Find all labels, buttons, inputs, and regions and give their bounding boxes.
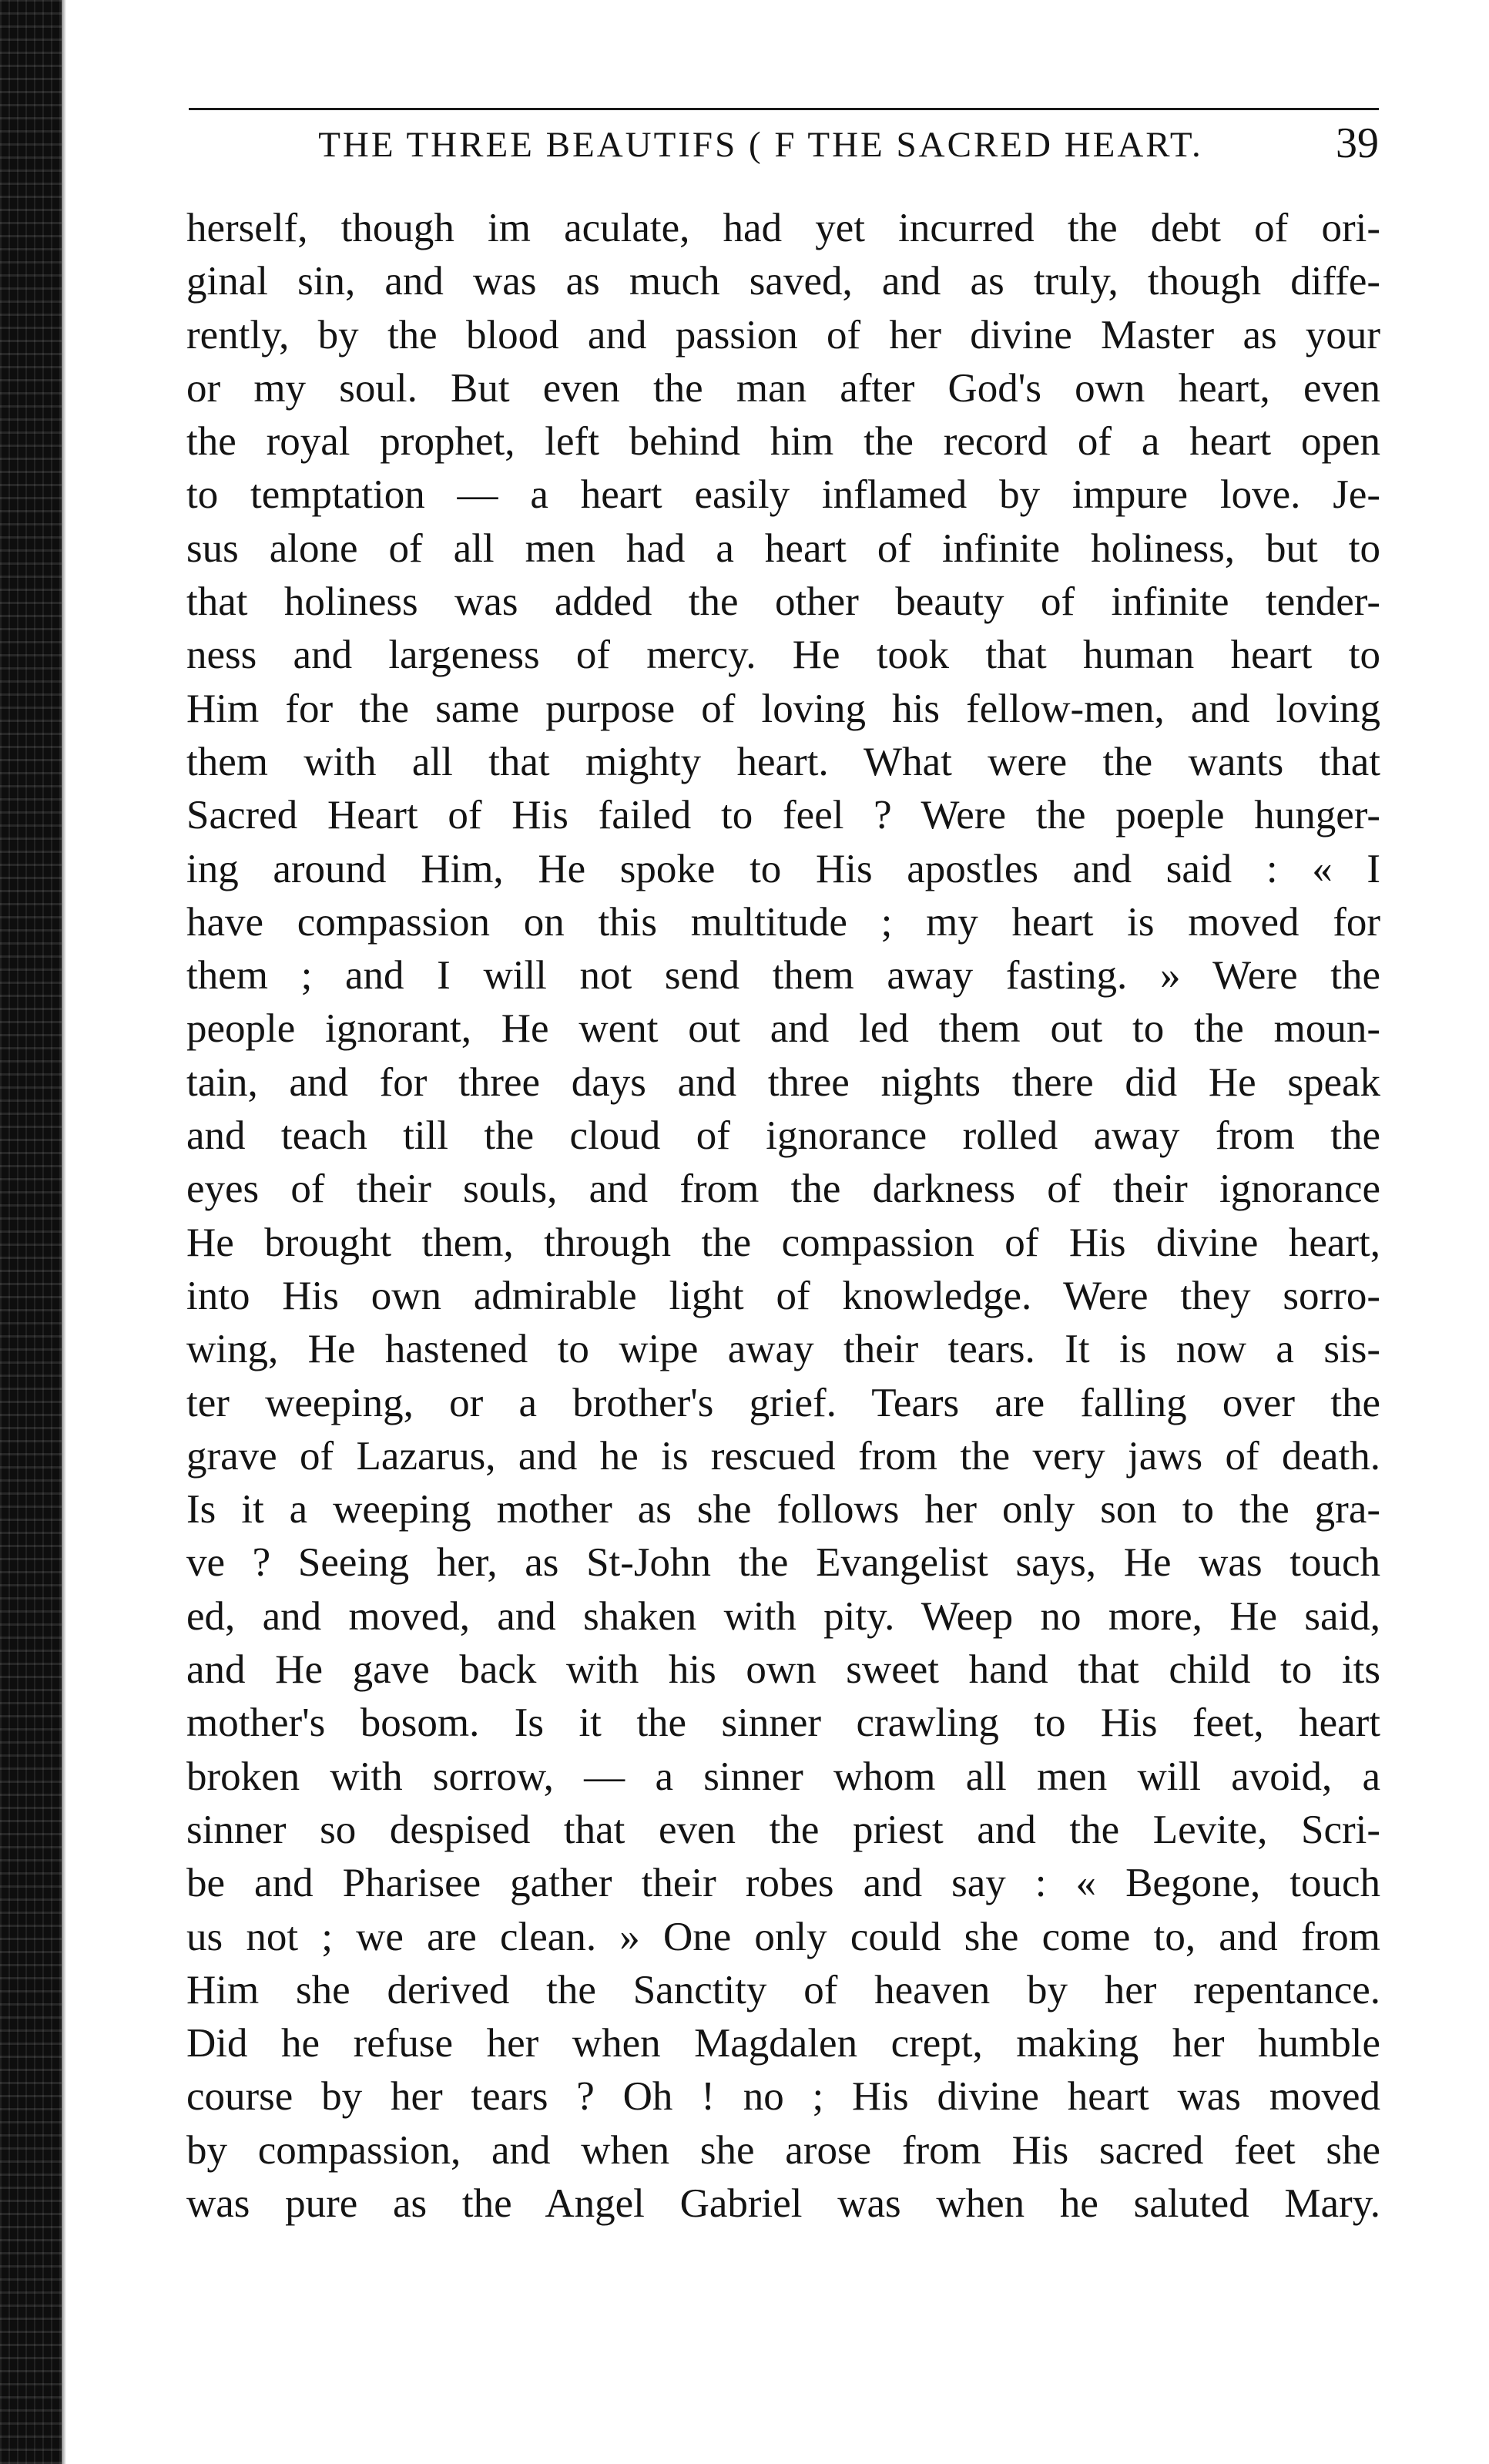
text-line: ed, and moved, and shaken with pity. Weep no more, He said, [186, 1593, 1380, 1639]
page-number: 39 [1336, 119, 1379, 167]
text-line: ginal sin, and was as much saved, and as truly, though diffe- [186, 259, 1380, 304]
text-line: into His own admirable light of knowledge. Were they sorro- [186, 1273, 1380, 1318]
text-line: Is it a weeping mother as she follows her only son to the gra- [186, 1487, 1380, 1532]
text-line: herself, though im aculate, had yet incurred the debt of ori- [186, 206, 1380, 250]
text-line: Did he refuse her when Magdalen crept, making her humble [186, 2021, 1380, 2066]
text-line: course by her tears ? Oh ! no ; His divine heart was moved [186, 2074, 1380, 2120]
text-line: be and Pharisee gather their robes and say : « Begone, touch [186, 1861, 1380, 1906]
text-line: sinner so despised that even the priest and the Levite, Scri- [186, 1807, 1380, 1852]
text-line: or my soul. But even the man after God's own heart, even [186, 365, 1380, 411]
text-line: and teach till the cloud of ignorance rolled away from the [186, 1113, 1380, 1159]
text-line: He brought them, through the compassion of His divine heart, [186, 1220, 1380, 1265]
text-line: that holiness was added the other beauty of infinite tender- [186, 579, 1380, 625]
text-line: tain, and for three days and three nights there did He speak [186, 1059, 1380, 1105]
text-line: was pure as the Angel Gabriel was when he saluted Mary. [186, 2180, 1380, 2226]
text-line: the royal prophet, left behind him the record of a heart open [186, 419, 1380, 465]
text-line: to temptation — a heart easily inflamed by impure love. Je- [186, 472, 1380, 518]
text-line: broken with sorrow, — a sinner whom all men will avoid, a [186, 1754, 1380, 1799]
text-line: grave of Lazarus, and he is rescued from the very jaws of death. [186, 1433, 1380, 1479]
text-line: by compassion, and when she arose from His sacred feet she [186, 2127, 1380, 2173]
text-line: ing around Him, He spoke to His apostles and said : « I [186, 846, 1380, 891]
running-head: THE THREE BEAUTIFS ( F THE SACRED HEART. [318, 125, 1203, 165]
text-line: them ; and I will not send them away fasting. » Were the [186, 953, 1380, 999]
scanned-binding-edge [0, 0, 62, 2464]
text-line: ve ? Seeing her, as St-John the Evangelist says, He was touch [186, 1540, 1380, 1586]
text-line: wing, He hastened to wipe away their tears. It is now a sis- [186, 1327, 1380, 1372]
body-text [186, 202, 1380, 2231]
text-line: mother's bosom. Is it the sinner crawling to His feet, heart [186, 1700, 1380, 1746]
text-line: eyes of their souls, and from the darkness of their ignorance [186, 1167, 1380, 1212]
text-line: us not ; we are clean. » One only could she come to, and from [186, 1914, 1380, 1959]
header-rule [189, 108, 1379, 110]
text-line: Him she derived the Sanctity of heaven by her repentance. [186, 1967, 1380, 2012]
text-line: sus alone of all men had a heart of infinite holiness, but to [186, 525, 1380, 571]
text-line: and He gave back with his own sweet hand that child to its [186, 1647, 1380, 1693]
text-line: Him for the same purpose of loving his fellow-men, and loving [186, 686, 1380, 731]
text-line: people ignorant, He went out and led them out to the moun- [186, 1006, 1380, 1052]
text-line: rently, by the blood and passion of her divine Master as your [186, 312, 1380, 358]
text-line: ter weeping, or a brother's grief. Tears are falling over the [186, 1380, 1380, 1425]
text-line: them with all that mighty heart. What were the wants that [186, 739, 1380, 784]
text-line: have compassion on this multitude ; my heart is moved for [186, 899, 1380, 945]
text-line: Sacred Heart of His failed to feel ? Were the poeple hunger- [186, 793, 1380, 838]
text-line: ness and largeness of mercy. He took that human heart to [186, 633, 1380, 678]
